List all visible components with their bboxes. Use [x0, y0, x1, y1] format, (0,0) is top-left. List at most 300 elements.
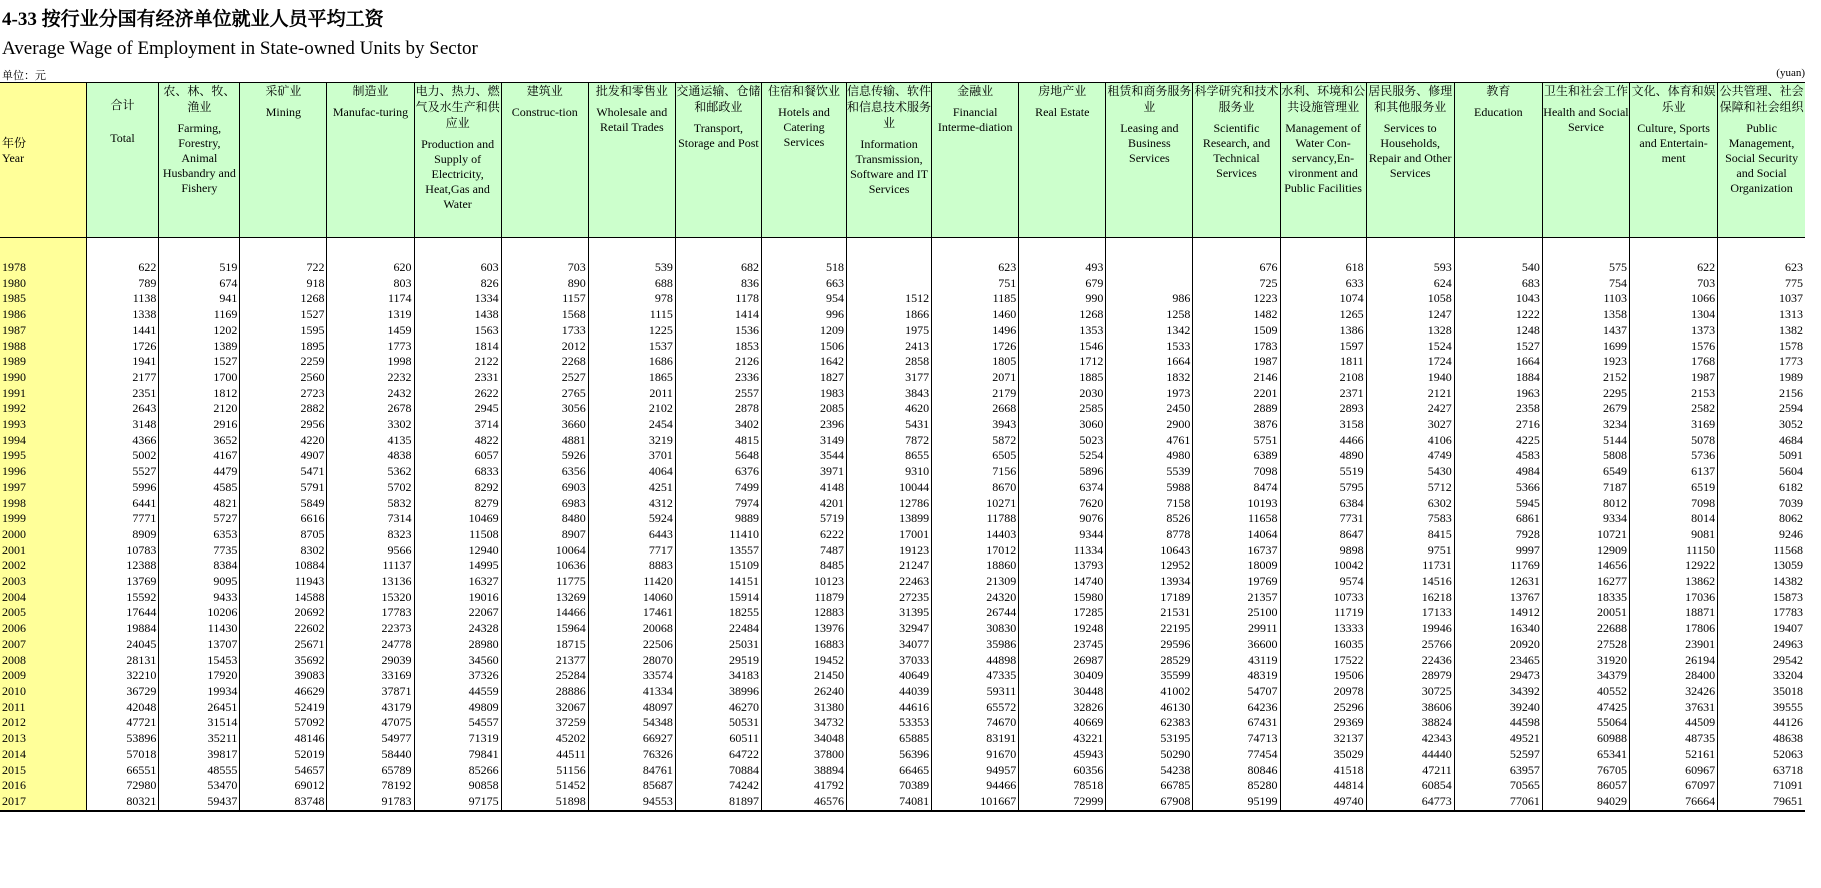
- value-cell: 14060: [588, 590, 675, 606]
- column-header-zh: 租赁和商务服务业: [1107, 84, 1192, 114]
- value-cell: 26744: [932, 605, 1019, 621]
- value-cell: 20692: [240, 605, 327, 621]
- year-cell: 1986: [0, 307, 86, 323]
- column-header-en: Construc-tion: [511, 105, 578, 119]
- value-cell: 1973: [1106, 386, 1193, 402]
- value-cell: 3701: [588, 448, 675, 464]
- value-cell: 65341: [1542, 747, 1629, 763]
- value-cell: 11568: [1718, 543, 1805, 559]
- value-cell: 24328: [414, 621, 501, 637]
- value-cell: 53353: [847, 715, 932, 731]
- value-cell: 8778: [1106, 527, 1193, 543]
- year-cell: 2008: [0, 653, 86, 669]
- value-cell: 52597: [1454, 747, 1542, 763]
- value-cell: 14912: [1454, 605, 1542, 621]
- value-cell: 24963: [1718, 637, 1805, 653]
- value-cell: 16883: [761, 637, 846, 653]
- table-row: [0, 339, 1805, 355]
- value-cell: 12922: [1630, 558, 1718, 574]
- value-cell: 9081: [1630, 527, 1718, 543]
- value-cell: 91783: [327, 794, 414, 811]
- value-cell: 10193: [1193, 496, 1280, 512]
- value-cell: 48097: [588, 700, 675, 716]
- value-cell: 2179: [932, 386, 1019, 402]
- value-cell: 3843: [847, 386, 932, 402]
- value-cell: 34048: [761, 731, 846, 747]
- value-cell: 37800: [761, 747, 846, 763]
- value-cell: 2156: [1718, 386, 1805, 402]
- year-cell: 2014: [0, 747, 86, 763]
- value-cell: 25100: [1193, 605, 1280, 621]
- value-cell: 2582: [1630, 401, 1718, 417]
- value-cell: 5791: [240, 480, 327, 496]
- value-cell: 1496: [932, 323, 1019, 339]
- table-row: [0, 605, 1805, 621]
- value-cell: 2557: [675, 386, 761, 402]
- year-cell: 2016: [0, 778, 86, 794]
- value-cell: 17522: [1280, 653, 1366, 669]
- value-cell: 38606: [1366, 700, 1454, 716]
- column-header: [1630, 83, 1718, 238]
- table-row: [0, 260, 1805, 276]
- value-cell: 42343: [1366, 731, 1454, 747]
- value-cell: 8384: [159, 558, 240, 574]
- value-cell: 39817: [159, 747, 240, 763]
- value-cell: 37326: [414, 668, 501, 684]
- value-cell: 14403: [932, 527, 1019, 543]
- value-cell: 2560: [240, 370, 327, 386]
- table-row: [0, 323, 1805, 339]
- value-cell: 36729: [86, 684, 159, 700]
- value-cell: 9246: [1718, 527, 1805, 543]
- value-cell: 91670: [932, 747, 1019, 763]
- year-cell: 1993: [0, 417, 86, 433]
- value-cell: 2232: [327, 370, 414, 386]
- value-cell: 59311: [932, 684, 1019, 700]
- value-cell: 17012: [932, 543, 1019, 559]
- value-cell: 11879: [761, 590, 846, 606]
- value-cell: 4684: [1718, 433, 1805, 449]
- value-cell: 38894: [761, 763, 846, 779]
- value-cell: 6057: [414, 448, 501, 464]
- value-cell: 17783: [1718, 605, 1805, 621]
- value-cell: 2723: [240, 386, 327, 402]
- column-header-zh: 水利、环境和公共设施管理业: [1281, 84, 1366, 114]
- value-cell: 1940: [1366, 370, 1454, 386]
- value-cell: 13934: [1106, 574, 1193, 590]
- value-cell: 890: [501, 276, 588, 292]
- value-cell: 8415: [1366, 527, 1454, 543]
- value-cell: 23901: [1630, 637, 1718, 653]
- value-cell: 2527: [501, 370, 588, 386]
- value-cell: 1066: [1630, 291, 1718, 307]
- value-cell: 5519: [1280, 464, 1366, 480]
- value-cell: 1568: [501, 307, 588, 323]
- value-cell: 52063: [1718, 747, 1805, 763]
- column-header: [1542, 83, 1629, 238]
- value-cell: 20920: [1454, 637, 1542, 653]
- value-cell: 3660: [501, 417, 588, 433]
- spacer-cell: [0, 238, 86, 261]
- value-cell: 1157: [501, 291, 588, 307]
- value-cell: 8526: [1106, 511, 1193, 527]
- value-cell: 1382: [1718, 323, 1805, 339]
- value-cell: 60511: [675, 731, 761, 747]
- value-cell: 70884: [675, 763, 761, 779]
- value-cell: [1106, 260, 1193, 276]
- value-cell: 54557: [414, 715, 501, 731]
- value-cell: 8012: [1542, 496, 1629, 512]
- value-cell: 8670: [932, 480, 1019, 496]
- value-cell: 978: [588, 291, 675, 307]
- value-cell: 593: [1366, 260, 1454, 276]
- value-cell: 48735: [1630, 731, 1718, 747]
- value-cell: 18255: [675, 605, 761, 621]
- value-cell: 2945: [414, 401, 501, 417]
- value-cell: 2071: [932, 370, 1019, 386]
- value-cell: 12952: [1106, 558, 1193, 574]
- spacer-cell: [1630, 238, 1718, 261]
- value-cell: 80846: [1193, 763, 1280, 779]
- value-cell: 52161: [1630, 747, 1718, 763]
- value-cell: 1115: [588, 307, 675, 323]
- year-cell: 1985: [0, 291, 86, 307]
- table-row: [0, 448, 1805, 464]
- value-cell: 16340: [1454, 621, 1542, 637]
- wage-table: [0, 82, 1805, 812]
- value-cell: 4583: [1454, 448, 1542, 464]
- value-cell: 34560: [414, 653, 501, 669]
- value-cell: 4620: [847, 401, 932, 417]
- table-row: [0, 386, 1805, 402]
- value-cell: 4838: [327, 448, 414, 464]
- value-cell: 84761: [588, 763, 675, 779]
- value-cell: 3158: [1280, 417, 1366, 433]
- value-cell: 1441: [86, 323, 159, 339]
- value-cell: 85266: [414, 763, 501, 779]
- value-cell: 37259: [501, 715, 588, 731]
- value-cell: 5023: [1019, 433, 1106, 449]
- value-cell: 3971: [761, 464, 846, 480]
- value-cell: 1524: [1366, 339, 1454, 355]
- value-cell: 22688: [1542, 621, 1629, 637]
- spacer-cell: [1106, 238, 1193, 261]
- value-cell: 95199: [1193, 794, 1280, 811]
- value-cell: 3056: [501, 401, 588, 417]
- value-cell: 5430: [1366, 464, 1454, 480]
- value-cell: 11137: [327, 558, 414, 574]
- value-cell: 31514: [159, 715, 240, 731]
- value-cell: 22506: [588, 637, 675, 653]
- value-cell: 7974: [675, 496, 761, 512]
- value-cell: 74081: [847, 794, 932, 811]
- value-cell: 13707: [159, 637, 240, 653]
- value-cell: 4366: [86, 433, 159, 449]
- table-row: [0, 480, 1805, 496]
- value-cell: 43221: [1019, 731, 1106, 747]
- value-cell: 26240: [761, 684, 846, 700]
- value-cell: 30448: [1019, 684, 1106, 700]
- value-cell: 7583: [1366, 511, 1454, 527]
- year-cell: 2001: [0, 543, 86, 559]
- value-cell: 1983: [761, 386, 846, 402]
- column-header-en: Culture, Sports and Entertain-ment: [1637, 121, 1710, 165]
- value-cell: 2716: [1454, 417, 1542, 433]
- value-cell: 3234: [1542, 417, 1629, 433]
- value-cell: 28979: [1366, 668, 1454, 684]
- value-cell: 3402: [675, 417, 761, 433]
- value-cell: 2765: [501, 386, 588, 402]
- value-cell: 8302: [240, 543, 327, 559]
- year-cell: 1988: [0, 339, 86, 355]
- value-cell: 12631: [1454, 574, 1542, 590]
- value-cell: 2295: [1542, 386, 1629, 402]
- value-cell: 4225: [1454, 433, 1542, 449]
- table-row: [0, 794, 1805, 811]
- value-cell: 65789: [327, 763, 414, 779]
- year-cell: 1990: [0, 370, 86, 386]
- year-cell: 2015: [0, 763, 86, 779]
- table-row: [0, 511, 1805, 527]
- value-cell: 1814: [414, 339, 501, 355]
- value-cell: 5366: [1454, 480, 1542, 496]
- value-cell: 13899: [847, 511, 932, 527]
- value-cell: 3052: [1718, 417, 1805, 433]
- value-cell: 1328: [1366, 323, 1454, 339]
- column-header: [588, 83, 675, 238]
- value-cell: 80321: [86, 794, 159, 811]
- value-cell: 7098: [1193, 464, 1280, 480]
- value-cell: 8909: [86, 527, 159, 543]
- value-cell: 70389: [847, 778, 932, 794]
- value-cell: 29596: [1106, 637, 1193, 653]
- value-cell: 3027: [1366, 417, 1454, 433]
- value-cell: 1225: [588, 323, 675, 339]
- value-cell: 76664: [1630, 794, 1718, 811]
- value-cell: 22436: [1366, 653, 1454, 669]
- value-cell: 4479: [159, 464, 240, 480]
- value-cell: [847, 260, 932, 276]
- value-cell: 5604: [1718, 464, 1805, 480]
- value-cell: 1482: [1193, 307, 1280, 323]
- value-cell: 21531: [1106, 605, 1193, 621]
- value-cell: 54657: [240, 763, 327, 779]
- value-cell: 18871: [1630, 605, 1718, 621]
- value-cell: 2030: [1019, 386, 1106, 402]
- value-cell: 6222: [761, 527, 846, 543]
- value-cell: 13333: [1280, 621, 1366, 637]
- value-cell: 33574: [588, 668, 675, 684]
- value-cell: 72980: [86, 778, 159, 794]
- value-cell: 19452: [761, 653, 846, 669]
- value-cell: 1832: [1106, 370, 1193, 386]
- spacer-cell: [501, 238, 588, 261]
- value-cell: 5872: [932, 433, 1019, 449]
- column-header-zh: 建筑业: [526, 84, 563, 98]
- value-cell: 2102: [588, 401, 675, 417]
- table-row: [0, 433, 1805, 449]
- value-cell: 1247: [1366, 307, 1454, 323]
- value-cell: 5727: [159, 511, 240, 527]
- value-cell: 41002: [1106, 684, 1193, 700]
- value-cell: 67431: [1193, 715, 1280, 731]
- value-cell: 1773: [1718, 354, 1805, 370]
- value-cell: 1342: [1106, 323, 1193, 339]
- value-cell: 5849: [240, 496, 327, 512]
- value-cell: 60356: [1019, 763, 1106, 779]
- value-cell: 25296: [1280, 700, 1366, 716]
- value-cell: 12940: [414, 543, 501, 559]
- spacer-cell: [86, 238, 159, 261]
- table-row: [0, 684, 1805, 700]
- value-cell: 37631: [1630, 700, 1718, 716]
- value-cell: 1563: [414, 323, 501, 339]
- value-cell: 23465: [1454, 653, 1542, 669]
- value-cell: 43179: [327, 700, 414, 716]
- value-cell: 10643: [1106, 543, 1193, 559]
- value-cell: 8279: [414, 496, 501, 512]
- value-cell: 6505: [932, 448, 1019, 464]
- value-cell: 1941: [86, 354, 159, 370]
- value-cell: 8474: [1193, 480, 1280, 496]
- value-cell: 1209: [761, 323, 846, 339]
- value-cell: 1724: [1366, 354, 1454, 370]
- value-cell: 4220: [240, 433, 327, 449]
- value-cell: 40649: [847, 668, 932, 684]
- value-cell: 754: [1542, 276, 1629, 292]
- value-cell: 60967: [1630, 763, 1718, 779]
- value-cell: 34732: [761, 715, 846, 731]
- value-cell: 1358: [1542, 307, 1629, 323]
- value-cell: 836: [675, 276, 761, 292]
- value-cell: [847, 276, 932, 292]
- value-cell: 57018: [86, 747, 159, 763]
- column-header-zh: 制造业: [352, 84, 389, 98]
- value-cell: 918: [240, 276, 327, 292]
- value-cell: 72999: [1019, 794, 1106, 811]
- value-cell: 41334: [588, 684, 675, 700]
- value-cell: 2358: [1454, 401, 1542, 417]
- table-title-chinese: 4-33 按行业分国有经济单位就业人员平均工资: [2, 9, 384, 30]
- table-row: [0, 778, 1805, 794]
- spacer-cell: [240, 238, 327, 261]
- value-cell: 101667: [932, 794, 1019, 811]
- value-cell: 5926: [501, 448, 588, 464]
- spacer-cell: [761, 238, 846, 261]
- value-cell: 35029: [1280, 747, 1366, 763]
- value-cell: 10271: [932, 496, 1019, 512]
- value-cell: 2594: [1718, 401, 1805, 417]
- value-cell: 52019: [240, 747, 327, 763]
- value-cell: 6376: [675, 464, 761, 480]
- value-cell: 26987: [1019, 653, 1106, 669]
- value-cell: 16035: [1280, 637, 1366, 653]
- table-title-english: Average Wage of Employment in State-owned Units by Sector: [2, 38, 478, 59]
- value-cell: 11943: [240, 574, 327, 590]
- value-cell: 679: [1019, 276, 1106, 292]
- value-cell: 4749: [1366, 448, 1454, 464]
- value-cell: 2120: [159, 401, 240, 417]
- value-cell: 7499: [675, 480, 761, 496]
- value-cell: 1595: [240, 323, 327, 339]
- spacer-cell: [159, 238, 240, 261]
- value-cell: 1812: [159, 386, 240, 402]
- value-cell: 1459: [327, 323, 414, 339]
- value-cell: 12883: [761, 605, 846, 621]
- value-cell: 1998: [327, 354, 414, 370]
- value-cell: 53896: [86, 731, 159, 747]
- value-cell: 540: [1454, 260, 1542, 276]
- value-cell: 60988: [1542, 731, 1629, 747]
- value-cell: 9898: [1280, 543, 1366, 559]
- table-row: [0, 715, 1805, 731]
- column-header-en: Wholesale and Retail Trades: [596, 105, 668, 134]
- value-cell: 751: [932, 276, 1019, 292]
- value-cell: 11334: [1019, 543, 1106, 559]
- value-cell: 11430: [159, 621, 240, 637]
- column-header-en: Information Transmission, Software and IT Services: [850, 137, 929, 196]
- value-cell: 683: [1454, 276, 1542, 292]
- value-cell: 29369: [1280, 715, 1366, 731]
- value-cell: 4201: [761, 496, 846, 512]
- table-spacer-row: [0, 238, 1805, 261]
- value-cell: 14466: [501, 605, 588, 621]
- value-cell: 7735: [159, 543, 240, 559]
- year-cell: 2012: [0, 715, 86, 731]
- table-row: [0, 543, 1805, 559]
- value-cell: 13976: [761, 621, 846, 637]
- value-cell: 48319: [1193, 668, 1280, 684]
- value-cell: 2331: [414, 370, 501, 386]
- value-cell: 6616: [240, 511, 327, 527]
- value-cell: 1527: [1454, 339, 1542, 355]
- value-cell: 35211: [159, 731, 240, 747]
- column-header: [240, 83, 327, 238]
- value-cell: 663: [761, 276, 846, 292]
- column-header-zh: 农、林、牧、渔业: [163, 84, 236, 114]
- value-cell: 48555: [159, 763, 240, 779]
- year-cell: 1995: [0, 448, 86, 464]
- column-header-en: Transport, Storage and Post: [678, 121, 759, 150]
- value-cell: 51452: [501, 778, 588, 794]
- column-header-en: Farming, Forestry, Animal Husbandry and Fishery: [162, 121, 236, 195]
- value-cell: 5924: [588, 511, 675, 527]
- value-cell: 65885: [847, 731, 932, 747]
- column-header: [761, 83, 846, 238]
- spacer-cell: [1019, 238, 1106, 261]
- value-cell: 1866: [847, 307, 932, 323]
- value-cell: 6833: [414, 464, 501, 480]
- value-cell: 20051: [1542, 605, 1629, 621]
- value-cell: 69012: [240, 778, 327, 794]
- value-cell: 17133: [1366, 605, 1454, 621]
- value-cell: 4821: [159, 496, 240, 512]
- value-cell: 49740: [1280, 794, 1366, 811]
- value-cell: 1353: [1019, 323, 1106, 339]
- value-cell: 2643: [86, 401, 159, 417]
- value-cell: 8647: [1280, 527, 1366, 543]
- value-cell: 1699: [1542, 339, 1629, 355]
- value-cell: 30725: [1366, 684, 1454, 700]
- table-row: [0, 496, 1805, 512]
- value-cell: 1733: [501, 323, 588, 339]
- column-header-en: Services to Households, Repair and Other Services: [1368, 121, 1452, 180]
- value-cell: 8883: [588, 558, 675, 574]
- year-cell: 2005: [0, 605, 86, 621]
- value-cell: 17001: [847, 527, 932, 543]
- value-cell: 8323: [327, 527, 414, 543]
- value-cell: 44511: [501, 747, 588, 763]
